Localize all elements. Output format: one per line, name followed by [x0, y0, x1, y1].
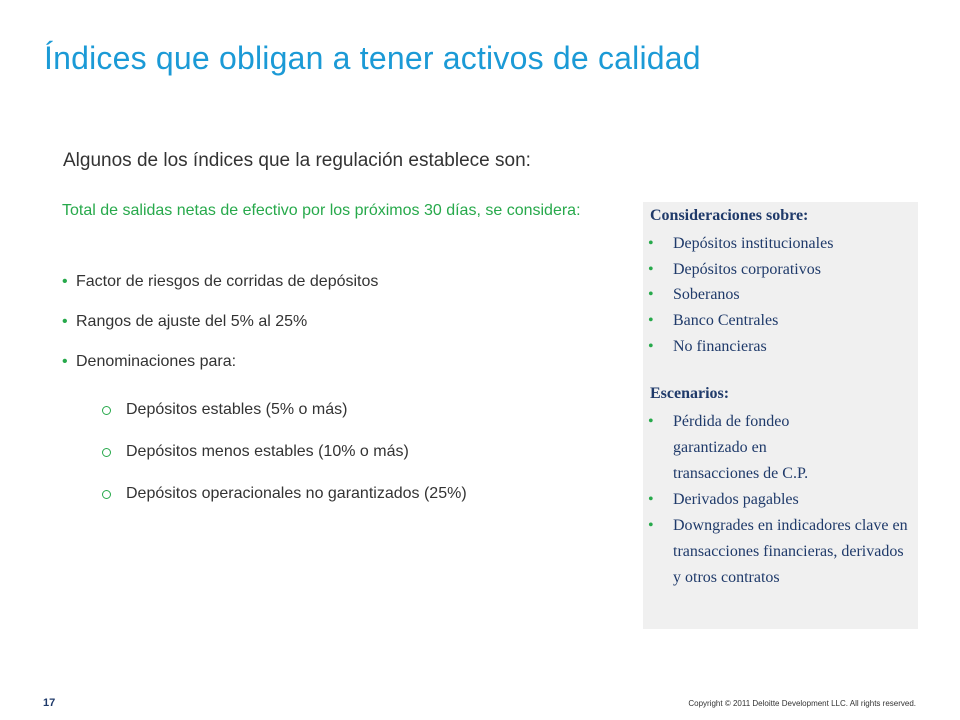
- panel-list-item: [648, 231, 913, 257]
- bullet-icon: •: [648, 413, 654, 430]
- panel-item-text: Depósitos institucionales: [673, 235, 834, 252]
- escenarios-heading: Escenarios:: [650, 385, 730, 402]
- panel-list-item: [648, 282, 913, 308]
- panel-list-item: [648, 487, 913, 513]
- panel-item-text: Pérdida de fondeo garantizado en transacciones de C.P.: [673, 413, 809, 482]
- bullet-text: Factor de riesgos de corridas de depósitos: [76, 273, 379, 290]
- sub-bullet-item: [102, 476, 622, 518]
- circle-bullet-icon: [102, 406, 111, 415]
- bullet-icon: •: [62, 273, 68, 290]
- circle-bullet-icon: [102, 490, 111, 499]
- bullet-icon: •: [648, 338, 654, 355]
- sub-bullet-text: Depósitos estables (5% o más): [126, 401, 348, 418]
- panel-item-text: Derivados pagables: [673, 491, 799, 508]
- sub-bullet-text: Depósitos menos estables (10% o más): [126, 443, 409, 460]
- panel-item-text: Soberanos: [673, 286, 740, 303]
- circle-bullet-icon: [102, 448, 111, 457]
- consideraciones-heading: Consideraciones sobre:: [650, 207, 809, 224]
- bullet-icon: •: [648, 491, 654, 508]
- sub-bullet-item: [102, 434, 622, 476]
- panel-list-item: [648, 334, 913, 360]
- bullet-list: [62, 266, 622, 386]
- sub-bullet-item: [102, 392, 622, 434]
- bullet-icon: •: [62, 353, 68, 370]
- slide-subtitle: Algunos de los índices que la regulación establece son:: [63, 150, 531, 171]
- considerations-panel: [643, 202, 918, 629]
- panel-item-text: Depósitos corporativos: [673, 261, 821, 278]
- panel-list-item: [648, 257, 913, 283]
- copyright-notice: Copyright © 2011 Deloitte Development LLC. All rights reserved.: [688, 699, 916, 708]
- sub-bullet-list: [102, 392, 622, 518]
- bullet-icon: •: [648, 235, 654, 252]
- bullet-icon: •: [648, 517, 654, 534]
- bullet-icon: •: [648, 261, 654, 278]
- panel-list-item: [648, 308, 913, 334]
- panel-list-item: [648, 409, 913, 487]
- panel-item-text: Downgrades en indicadores clave en transacciones financieras, derivados y otros contratos: [673, 517, 908, 586]
- bullet-icon: •: [648, 312, 654, 329]
- intro-text: Total de salidas netas de efectivo por los próximos 30 días, se considera:: [62, 202, 581, 219]
- bullet-icon: •: [62, 313, 68, 330]
- page-number: 17: [43, 697, 56, 709]
- slide-title: Índices que obligan a tener activos de calidad: [44, 40, 701, 76]
- sub-bullet-text: Depósitos operacionales no garantizados (25%): [126, 485, 467, 502]
- panel-item-text: Banco Centrales: [673, 312, 779, 329]
- bullet-text: Denominaciones para:: [76, 353, 237, 370]
- bullet-text: Rangos de ajuste del 5% al 25%: [76, 313, 308, 330]
- panel-item-text: No financieras: [673, 338, 767, 355]
- bullet-item: [62, 266, 622, 306]
- bullet-icon: •: [648, 286, 654, 303]
- bullet-item: [62, 346, 622, 386]
- bullet-item: [62, 306, 622, 346]
- panel-list-item: [648, 513, 913, 591]
